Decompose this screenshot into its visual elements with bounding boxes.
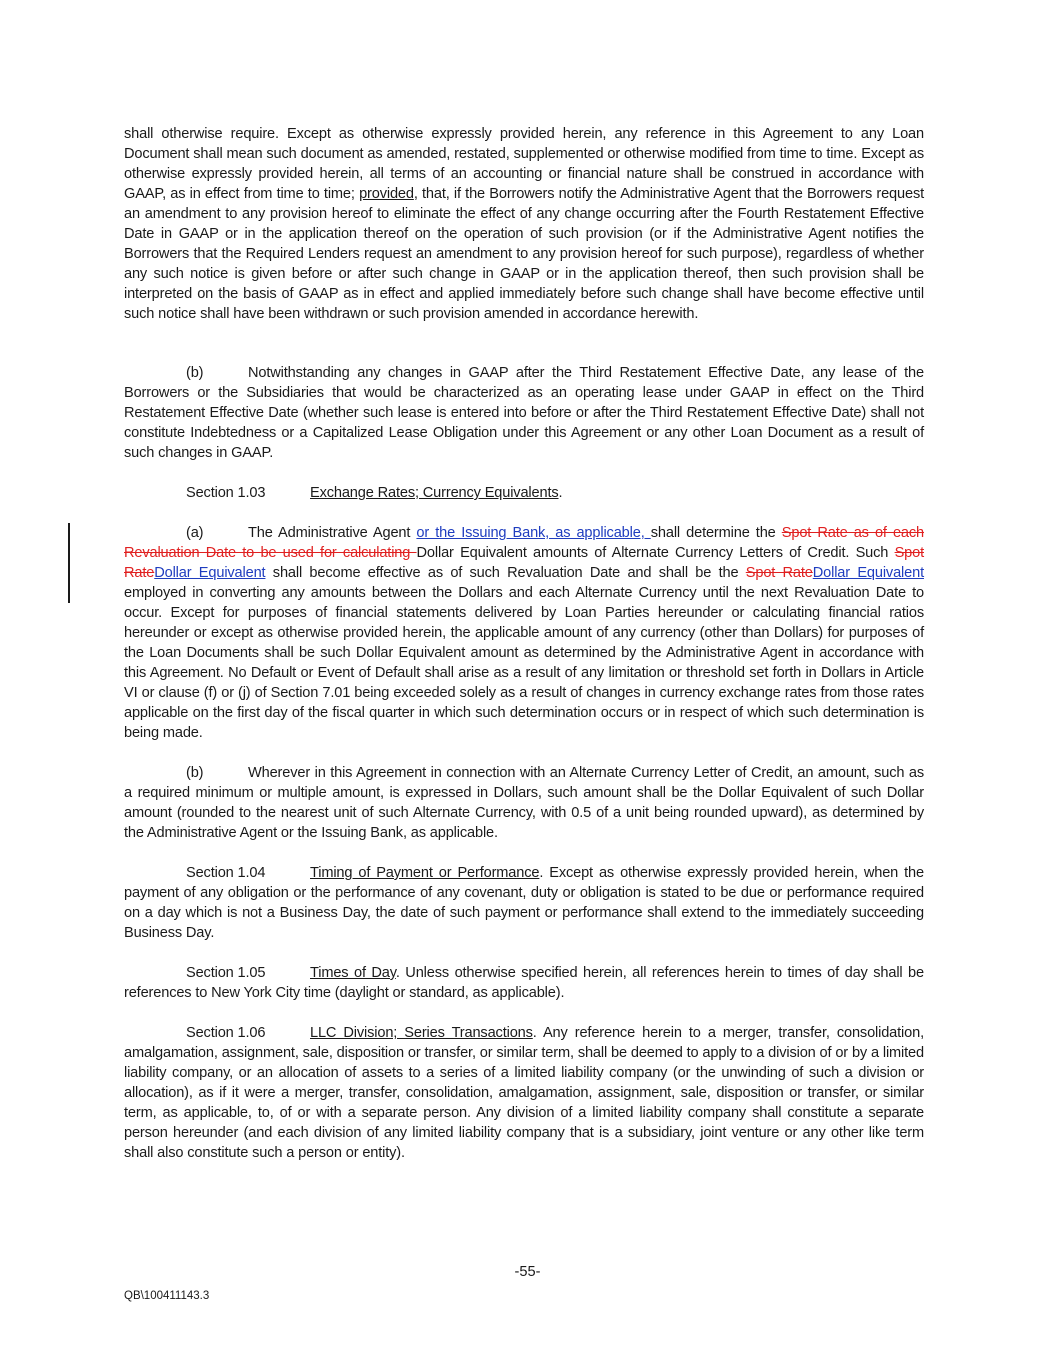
document-id: QB\100411143.3 (124, 1290, 210, 1302)
section-1-06: Section 1.06 LLC Division; Series Transactions. Any reference herein to a merger, transfer, consolidation, amalgamation, assignment, sale, disposition or transfer, or similar term, shall be deemed to apply to a division of or by a limited liability company, or an allocation of assets to a series of a limited liability company (or the unwinding of such a division or allocation), as if it were a merger, transfer, consolidation, amalgamation, assignment, sale, disposition or transfer, or similar term, as applicable, to, of or with a separate person. Any division of a limited liability company shall constitute a separate person hereunder (and each division of any limited liability company that is a subsidiary, joint venture or any other like term shall also constitute such a person or entity). (124, 1025, 924, 1161)
section-number: Section 1.03 (186, 485, 266, 501)
section-title: LLC Division; Series Transactions (310, 1025, 533, 1041)
paragraph-gaap-construction: shall otherwise require. Except as otherwise expressly provided herein, any reference in this Agreement to any Loan Document shall mean such document as amended, restated, supplemented or otherwise modified from time to time. Except as otherwise expressly provided herein, all terms of an accounting or financial nature shall be construed in accordance with GAAP, as in effect from time to time; provided, that, if the Borrowers notify the Administrative Agent that the Borrowers request an amendment to any provision hereof to eliminate the effect of any change occurring after the Fourth Restatement Effective Date in GAAP or in the application thereof on the operation of such provision (or if the Administrative Agent notifies the Borrowers that the Required Lenders request an amendment to any provision hereof for such purpose), regardless of whether any such notice is given before or after such change in GAAP or in the application thereof, then such provision shall be interpreted on the basis of GAAP as in effect and applied immediately before such change shall have become effective until such notice shall have been withdrawn or such provision amended in accordance herewith. (124, 126, 924, 322)
section-1-03-heading: Section 1.03 Exchange Rates; Currency Equivalents. (186, 485, 563, 501)
revision-change-bar (68, 523, 70, 603)
section-title: Timing of Payment or Performance (310, 865, 540, 881)
section-number: Section 1.06 (186, 1025, 266, 1041)
deleted-text: Spot Rate (745, 565, 813, 581)
inserted-text: Dollar Equivalent (812, 565, 924, 581)
section-title: Exchange Rates; Currency Equivalents (310, 485, 559, 501)
paragraph-1-03-b: (b) Wherever in this Agreement in connection with an Alternate Currency Letter of Credit, an amount, such as a required minimum or multiple amount, is expressed in Dollars, such amount shall be the Dollar Equivalent of such Dollar amount (rounded to the nearest unit of such Alternate Currency, with 0.5 of a unit being rounded upward), as determined by the Administrative Agent or the Issuing Bank, as applicable. (124, 765, 924, 841)
page-number: -55- (514, 1264, 541, 1280)
section-1-04: Section 1.04 Timing of Payment or Performance. Except as otherwise expressly provided herein, when the payment of any obligation or the performance of any covenant, duty or obligation is stated to be due or performance required on a day which is not a Business Day, the date of such payment or performance shall extend to the immediately succeeding Business Day. (124, 865, 924, 941)
inserted-text: Dollar Equivalent (154, 565, 266, 581)
clause-label: (b) (186, 365, 204, 381)
section-title: Times of Day (310, 965, 396, 981)
paragraph-1-03-a: (a) The Administrative Agent or the Issuing Bank, as applicable, shall determine the Spot Rate as of each Revaluation Date to be used for calculating Dollar Equivalent amounts of Alternate Currency Letters of Credit. Such Spot RateDollar Equivalent shall become effective as of such Revaluation Date and shall be the Spot RateDollar Equivalent employed in converting any amounts between the Dollars and each Alternate Currency until the next Revaluation Date to occur. Except for purposes of financial statements delivered by Loan Parties hereunder or calculating financial ratios hereunder or except as otherwise provided herein, the applicable amount of any currency (other than Dollars) for purposes of the Loan Documents shall be such Dollar Equivalent amount as determined by the Administrative Agent in accordance with this Agreement. No Default or Event of Default shall arise as a result of any limitation or threshold set forth in Dollars in Article VI or clause (f) or (j) of Section 7.01 being exceeded solely as a result of changes in currency exchange rates from those rates applicable on the first day of the fiscal quarter in which such determination occurs or in respect of which such determination is being made. (124, 525, 924, 741)
section-number: Section 1.04 (186, 865, 266, 881)
provided-term: provided (359, 186, 414, 202)
paragraph-1-02-b: (b) Notwithstanding any changes in GAAP after the Third Restatement Effective Date, any lease of the Borrowers or the Subsidiaries that would be characterized as an operating lease under GAAP in effect on the Third Restatement Effective Date (whether such lease is entered into before or after the Third Restatement Effective Date) shall not constitute Indebtedness or a Capitalized Lease Obligation under this Agreement or any other Loan Document as a result of such changes in GAAP. (124, 365, 924, 461)
clause-label: (a) (186, 525, 204, 541)
inserted-text: or the Issuing Bank, as applicable, (416, 525, 651, 541)
section-1-05: Section 1.05 Times of Day. Unless otherwise specified herein, all references herein to times of day shall be references to New York City time (daylight or standard, as applicable). (124, 965, 924, 1001)
deleted-text: Spot Rate as of each Revaluation Date to be used for calculating (124, 525, 924, 561)
deleted-text: Spot Rate (124, 545, 924, 581)
clause-label: (b) (186, 765, 204, 781)
section-number: Section 1.05 (186, 965, 266, 981)
